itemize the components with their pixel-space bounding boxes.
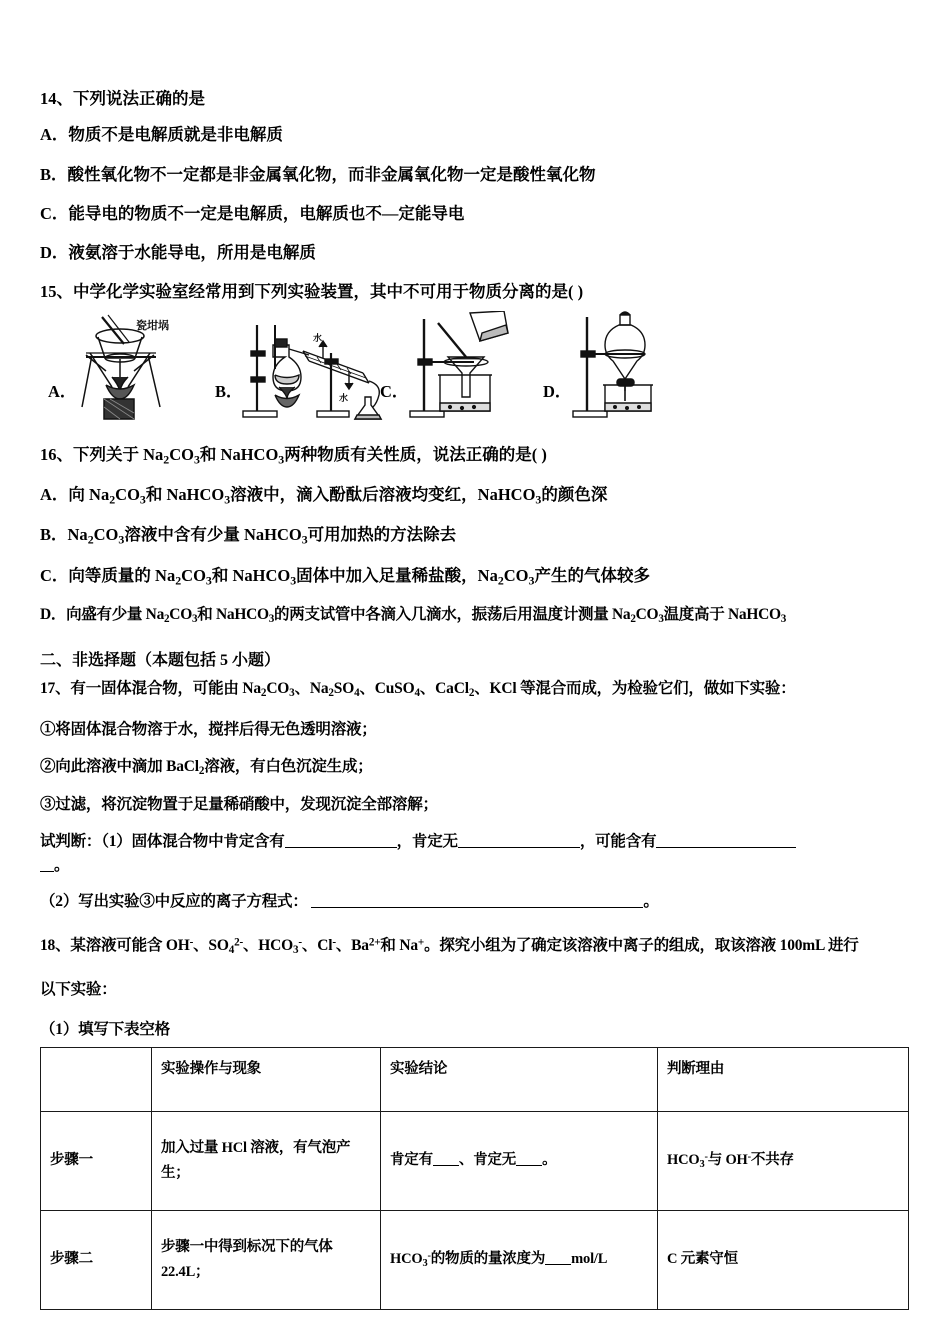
blank-continuation[interactable] [40, 857, 54, 872]
question-18-stem-line-2: 以下实验： [40, 980, 117, 998]
option-text: $Na_2CO_3$溶液中含有少量 NaHCO$_3$可用加热的方法除去 [67, 525, 457, 547]
option-label: C． [40, 203, 69, 223]
crucible-caption: 瓷坩埚 [136, 319, 169, 332]
row-conclusion: 肯定有 、肯定无 。 [381, 1112, 658, 1211]
question-16-option-c [40, 565, 920, 588]
table-header-row [41, 1048, 909, 1112]
question-16-stem-text: 16、下列关于 $Na_2CO_3$和 NaHCO$_3$两种物质有关性质，说法正确的是( ) [40, 444, 547, 466]
water-in-label: 水 [339, 392, 349, 403]
question-14-option-c [40, 203, 920, 225]
separating-funnel-icon [567, 311, 677, 428]
part-1-mid: ，肯定无 [396, 832, 458, 850]
option-text: 酸性氧化物不一定都是非金属氧化物，而非金属氧化物一定是酸性氧化物 [67, 164, 596, 184]
blank-definitely-absent[interactable] [458, 832, 580, 848]
question-17-part-1 [40, 831, 920, 853]
question-15-figure-row [40, 310, 920, 428]
question-14-option-b [40, 164, 920, 186]
table-header-reason: 判断理由 [658, 1048, 909, 1112]
blank-ionic-equation[interactable] [311, 893, 643, 909]
figure-label-b: B． [215, 381, 243, 401]
option-label: B． [40, 164, 68, 184]
blank-concentration[interactable] [545, 1252, 571, 1265]
option-label: D． [40, 243, 69, 263]
figure-label-d: D． [543, 381, 572, 401]
figure-option-a [48, 310, 208, 428]
question-18-part-1-label: （1）填写下表空格 [40, 1021, 170, 1039]
figure-option-b [215, 310, 395, 428]
part-2-lead: （2）写出实验③中反应的离子方程式： [40, 893, 308, 911]
option-label: D． [40, 605, 67, 623]
row-reason: $HCO_3^-$与 OH-不共存 [658, 1112, 909, 1211]
table-header-operation: 实验操作与现象 [152, 1048, 381, 1112]
question-17-part-1-tail [40, 855, 920, 877]
option-text: 向 $Na_2CO_3$和 NaHCO$_3$溶液中，滴入酚酞后溶液均变红，NaHCO$_3$的颜色深 [68, 484, 608, 507]
row-conclusion: $HCO_3^-$的物质的量浓度为 mol/L [381, 1211, 658, 1310]
option-text: 向等质量的 $Na_2CO_3$和 NaHCO$_3$固体中加入足量稀盐酸，$Na_2CO_3$产生的气体较多 [68, 565, 650, 587]
question-16-option-b [40, 524, 920, 547]
figure-label-c: C． [380, 381, 409, 401]
water-out-label: 水 [313, 332, 323, 343]
figure-option-c [380, 310, 540, 428]
option-text: 物质不是电解质就是非电解质 [68, 125, 283, 145]
question-17-step-1: ①将固体混合物溶于水，搅拌后得无色透明溶液； [40, 720, 377, 738]
question-16-stem [40, 444, 920, 467]
question-14-stem: 14、下列说法正确的是 [40, 89, 205, 108]
row-step-label: 步骤二 [41, 1211, 152, 1310]
question-17-part-2 [40, 891, 920, 913]
question-14-option-a [40, 124, 920, 146]
question-17-stem: 17、有一固体混合物，可能由 $Na_2CO_3$、$Na_2SO_4$、CuSO$_4$、CaCl$_2$、KCl 等混合而成，为检验它们，做如下实验： [40, 680, 796, 700]
option-label: B． [40, 525, 68, 545]
section-2-heading: 二、非选择题（本题包括 5 小题） [40, 652, 281, 670]
row-operation: 加入过量 HCl 溶液，有气泡产生； [152, 1112, 381, 1211]
distillation-icon [239, 311, 391, 428]
question-16-option-d [40, 605, 920, 627]
option-label: C． [40, 565, 69, 585]
part-1-lead: 试判断：（1）固体混合物中肯定含有 [40, 832, 285, 850]
question-18-stem-line-1: 18、某溶液可能含 OH-、$SO_4^{2-}$、$HCO_3^-$、Cl-、$Ba^{2+}$和 Na+。探究小组为了确定该溶液中离子的组成，取该溶液 100mL 进行 [40, 936, 859, 957]
option-label: A． [40, 484, 69, 504]
question-16-option-a [40, 484, 920, 507]
period-mark: 。 [643, 893, 659, 911]
table-row [41, 1211, 909, 1310]
period-mark: 。 [54, 856, 70, 874]
option-text: 能导电的物质不一定是电解质，电解质也不—定能导电 [68, 203, 465, 223]
table-header-conclusion: 实验结论 [381, 1048, 658, 1112]
experiment-table [40, 1047, 909, 1310]
option-text: 液氨溶于水能导电，所用是电解质 [68, 243, 316, 263]
blank-has-ion[interactable] [433, 1153, 459, 1166]
option-label: A． [40, 125, 69, 145]
table-header-blank [41, 1048, 152, 1112]
question-17-step-3: ③过滤，将沉淀物置于足量稀硝酸中，发现沉淀全部溶解； [40, 796, 438, 814]
blank-possibly-contains[interactable] [656, 832, 796, 848]
figure-option-d [543, 310, 703, 428]
crucible-heating-icon [72, 311, 190, 428]
page-content [40, 88, 920, 1310]
question-17-step-2: ②向此溶液中滴加 BaCl$_2$溶液，有白色沉淀生成； [40, 757, 373, 777]
part-1-mid2: ，可能含有 [579, 832, 657, 850]
figure-label-a: A． [48, 381, 77, 401]
question-14-option-d [40, 242, 920, 264]
option-text: 向盛有少量 $Na_2CO_3$和 NaHCO$_3$的两支试管中各滴入几滴水，振荡后用温度计测量 $Na_2CO_3$温度高于 NaHCO$_3$ [66, 605, 787, 626]
filtration-icon [404, 311, 524, 428]
table-row [41, 1112, 909, 1211]
row-reason: C 元素守恒 [658, 1211, 909, 1310]
blank-definitely-contains[interactable] [285, 832, 397, 848]
row-step-label: 步骤一 [41, 1112, 152, 1211]
row-operation: 步骤一中得到标况下的气体 22.4L； [152, 1211, 381, 1310]
question-15-stem: 15、中学化学实验室经常用到下列实验装置，其中不可用于物质分离的是( ) [40, 282, 584, 302]
blank-no-ion[interactable] [516, 1153, 542, 1166]
